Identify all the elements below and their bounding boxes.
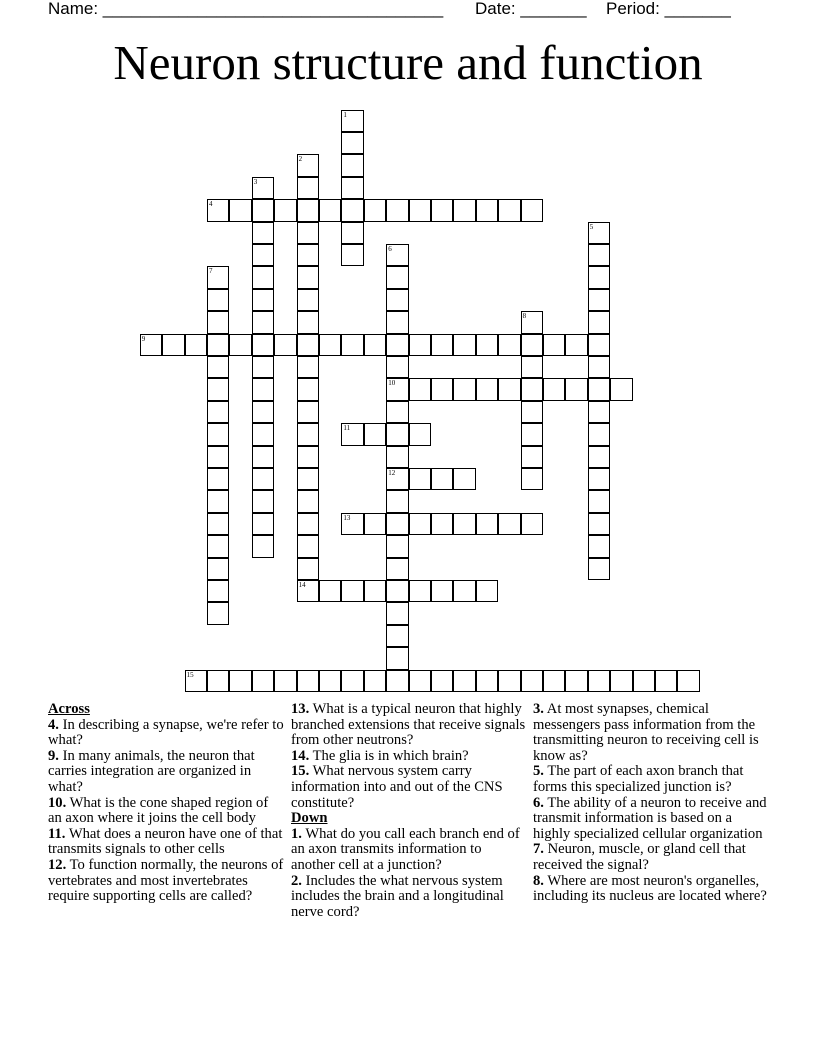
crossword-cell[interactable] xyxy=(252,468,274,490)
crossword-cell[interactable] xyxy=(610,670,632,692)
crossword-cell[interactable] xyxy=(498,670,520,692)
crossword-cell[interactable] xyxy=(588,401,610,423)
crossword-cell[interactable] xyxy=(207,266,229,288)
crossword-cell[interactable] xyxy=(409,513,431,535)
crossword-cell[interactable] xyxy=(633,670,655,692)
crossword-cell[interactable] xyxy=(453,334,475,356)
clue-number: 15 xyxy=(186,670,194,679)
crossword-cell[interactable] xyxy=(207,558,229,580)
crossword-cell[interactable] xyxy=(588,311,610,333)
crossword-cell[interactable] xyxy=(588,670,610,692)
crossword-cell[interactable] xyxy=(386,334,408,356)
crossword-cell[interactable] xyxy=(386,535,408,557)
crossword-cell[interactable] xyxy=(610,378,632,400)
crossword-cell[interactable] xyxy=(207,468,229,490)
clue-number: 14 xyxy=(298,581,306,589)
crossword-cell[interactable] xyxy=(297,378,319,400)
crossword-cell[interactable] xyxy=(297,446,319,468)
crossword-cell[interactable] xyxy=(476,334,498,356)
crossword-cell[interactable] xyxy=(386,625,408,647)
crossword-cell[interactable] xyxy=(341,177,363,199)
clue-across-12: 12. To function normally, the neurons of vertebrates and most invertebrates require supporting cells are called? xyxy=(48,856,284,905)
crossword-cell[interactable] xyxy=(297,468,319,490)
crossword-cell[interactable] xyxy=(297,670,319,692)
crossword-cell[interactable] xyxy=(229,199,251,221)
crossword-cell[interactable] xyxy=(543,670,565,692)
crossword-cell[interactable] xyxy=(207,535,229,557)
crossword-cell[interactable] xyxy=(431,513,453,535)
crossword-cell[interactable] xyxy=(476,199,498,221)
crossword-cell[interactable] xyxy=(229,670,251,692)
crossword-cell[interactable] xyxy=(229,334,251,356)
crossword-cell[interactable] xyxy=(297,311,319,333)
crossword-cell[interactable] xyxy=(252,177,274,199)
crossword-cell[interactable] xyxy=(521,334,543,356)
crossword-cell[interactable] xyxy=(453,468,475,490)
crossword-cell[interactable] xyxy=(409,423,431,445)
crossword-cell[interactable] xyxy=(207,670,229,692)
crossword-cell[interactable] xyxy=(297,289,319,311)
crossword-cell[interactable] xyxy=(341,132,363,154)
crossword-cell[interactable] xyxy=(386,580,408,602)
crossword-cell[interactable] xyxy=(341,580,363,602)
crossword-cell[interactable] xyxy=(252,334,274,356)
crossword-cell[interactable] xyxy=(386,356,408,378)
crossword-cell[interactable] xyxy=(588,244,610,266)
crossword-cell[interactable] xyxy=(274,199,296,221)
across-heading: Across xyxy=(48,701,90,717)
crossword-cell[interactable] xyxy=(431,378,453,400)
crossword-cell[interactable] xyxy=(386,423,408,445)
crossword-cell[interactable] xyxy=(207,423,229,445)
crossword-cell[interactable] xyxy=(386,513,408,535)
crossword-cell[interactable] xyxy=(386,311,408,333)
clue-across-15: 15. What nervous system carry information into and out of the CNS constitute? xyxy=(291,763,503,811)
clue-down-2: 2. Includes the what nervous system includes the brain and a longitudinal nerve cord? xyxy=(291,872,504,920)
crossword-cell[interactable] xyxy=(386,266,408,288)
crossword-cell[interactable] xyxy=(565,378,587,400)
clues-column-3 xyxy=(533,702,769,905)
crossword-cell[interactable] xyxy=(431,334,453,356)
crossword-cell[interactable] xyxy=(207,513,229,535)
crossword-cell[interactable] xyxy=(565,670,587,692)
crossword-cell[interactable] xyxy=(341,154,363,176)
crossword-cell[interactable] xyxy=(521,468,543,490)
crossword-cell[interactable] xyxy=(341,334,363,356)
crossword-cell[interactable] xyxy=(207,446,229,468)
crossword-cell[interactable] xyxy=(588,334,610,356)
crossword-cell[interactable] xyxy=(588,535,610,557)
crossword-cell[interactable] xyxy=(297,266,319,288)
crossword-cell[interactable] xyxy=(207,580,229,602)
crossword-cell[interactable] xyxy=(521,513,543,535)
crossword-cell[interactable] xyxy=(364,423,386,445)
crossword-cell[interactable] xyxy=(431,670,453,692)
crossword-cell[interactable] xyxy=(588,513,610,535)
crossword-cell[interactable] xyxy=(319,580,341,602)
crossword-cell[interactable] xyxy=(297,334,319,356)
clue-down-6: 6. The ability of a neuron to receive and transmit information is based on a highly specialized cellular organization xyxy=(533,794,767,842)
crossword-cell[interactable] xyxy=(341,222,363,244)
crossword-cell[interactable] xyxy=(341,513,363,535)
crossword-cell[interactable] xyxy=(655,670,677,692)
crossword-cell[interactable] xyxy=(319,334,341,356)
crossword-cell[interactable] xyxy=(476,580,498,602)
crossword-cell[interactable] xyxy=(476,378,498,400)
crossword-cell[interactable] xyxy=(297,154,319,176)
crossword-cell[interactable] xyxy=(386,244,408,266)
crossword-cell[interactable] xyxy=(252,670,274,692)
crossword-cell[interactable] xyxy=(386,558,408,580)
crossword-cell[interactable] xyxy=(498,513,520,535)
crossword-cell[interactable] xyxy=(498,378,520,400)
crossword-cell[interactable] xyxy=(341,110,363,132)
crossword-cell[interactable] xyxy=(476,670,498,692)
crossword-cell[interactable] xyxy=(252,199,274,221)
crossword-cell[interactable] xyxy=(364,580,386,602)
clue-across-10: 10. What is the cone shaped region of an axon where it joins the cell body xyxy=(48,794,269,827)
crossword-cell[interactable] xyxy=(588,558,610,580)
clue-number: 7 xyxy=(209,267,213,276)
clue-number: 6 xyxy=(388,245,392,253)
crossword-cell[interactable] xyxy=(341,199,363,221)
crossword-cell[interactable] xyxy=(386,378,408,400)
crossword-cell[interactable] xyxy=(521,311,543,333)
crossword-cell[interactable] xyxy=(207,378,229,400)
clue-across-11: 11. What does a neuron have one of that transmits signals to other cells xyxy=(48,825,283,858)
crossword-cell[interactable] xyxy=(453,580,475,602)
crossword-cell[interactable] xyxy=(297,244,319,266)
crossword-cell[interactable] xyxy=(409,334,431,356)
crossword-cell[interactable] xyxy=(453,199,475,221)
crossword-cell[interactable] xyxy=(521,199,543,221)
crossword-cell[interactable] xyxy=(588,446,610,468)
clue-number: 13 xyxy=(343,513,351,522)
crossword-cell[interactable] xyxy=(543,334,565,356)
crossword-cell[interactable] xyxy=(252,289,274,311)
crossword-cell[interactable] xyxy=(453,513,475,535)
down-heading: Down xyxy=(291,810,328,827)
crossword-cell[interactable] xyxy=(386,490,408,512)
clue-down-8: 8. Where are most neuron's organelles, including its nucleus are located where? xyxy=(533,872,767,905)
crossword-cell[interactable] xyxy=(207,289,229,311)
crossword-cell[interactable] xyxy=(185,334,207,356)
crossword-cell[interactable] xyxy=(297,490,319,512)
clue-number: 4 xyxy=(209,200,213,209)
crossword-cell[interactable] xyxy=(341,670,363,692)
crossword-cell[interactable] xyxy=(453,378,475,400)
crossword-cell[interactable] xyxy=(319,670,341,692)
crossword-cell[interactable] xyxy=(431,580,453,602)
clue-number: 3 xyxy=(253,177,258,186)
period-field[interactable]: Period: _______ xyxy=(606,0,731,18)
crossword-cell[interactable] xyxy=(677,670,699,692)
crossword-cell[interactable] xyxy=(274,334,296,356)
date-field[interactable]: Date: _______ xyxy=(475,0,587,18)
crossword-cell[interactable] xyxy=(409,580,431,602)
crossword-cell[interactable] xyxy=(386,468,408,490)
clue-down-5: 5. The part of each axon branch that forms this specialized junction is? xyxy=(533,763,744,795)
clue-down-1: 1. What do you call each branch end of an axon transmits information to another cell at a junction? xyxy=(291,825,520,873)
crossword-cell[interactable] xyxy=(521,356,543,378)
crossword-cell[interactable] xyxy=(588,356,610,378)
crossword-cell[interactable] xyxy=(521,423,543,445)
crossword-cell[interactable] xyxy=(386,670,408,692)
crossword-cell[interactable] xyxy=(364,670,386,692)
crossword-cell[interactable] xyxy=(207,334,229,356)
crossword-cell[interactable] xyxy=(252,244,274,266)
clue-across-14: 14. The glia is in which brain? xyxy=(291,747,469,764)
crossword-cell[interactable] xyxy=(252,356,274,378)
crossword-cell[interactable] xyxy=(521,378,543,400)
crossword-cell[interactable] xyxy=(207,311,229,333)
crossword-cell[interactable] xyxy=(252,222,274,244)
crossword-cell[interactable] xyxy=(588,490,610,512)
crossword-cell[interactable] xyxy=(207,602,229,624)
crossword-cell[interactable] xyxy=(498,334,520,356)
crossword-cell[interactable] xyxy=(386,289,408,311)
crossword-cell[interactable] xyxy=(252,513,274,535)
crossword-cell[interactable] xyxy=(521,670,543,692)
crossword-cell[interactable] xyxy=(140,334,162,356)
crossword-cell[interactable] xyxy=(364,513,386,535)
crossword-cell[interactable] xyxy=(588,423,610,445)
crossword-cell[interactable] xyxy=(409,670,431,692)
crossword-cell[interactable] xyxy=(431,199,453,221)
clues-column-1 xyxy=(48,702,284,905)
crossword-cell[interactable] xyxy=(252,378,274,400)
crossword-cell[interactable] xyxy=(409,378,431,400)
crossword-cell[interactable] xyxy=(341,244,363,266)
page-title: Neuron structure and function xyxy=(113,35,703,90)
crossword-cell[interactable] xyxy=(431,468,453,490)
crossword-cell[interactable] xyxy=(565,334,587,356)
crossword-cell[interactable] xyxy=(386,401,408,423)
clues-column-2 xyxy=(291,702,527,920)
crossword-cell[interactable] xyxy=(588,468,610,490)
crossword-cell[interactable] xyxy=(297,356,319,378)
crossword-cell[interactable] xyxy=(207,356,229,378)
crossword-cell[interactable] xyxy=(409,199,431,221)
clue-across-13: 13. What is a typical neuron that highly branched extensions that receive signals from other neutrons? xyxy=(291,701,526,749)
crossword-cell[interactable] xyxy=(386,199,408,221)
crossword-cell[interactable] xyxy=(341,423,363,445)
crossword-cell[interactable] xyxy=(453,670,475,692)
crossword-cell[interactable] xyxy=(162,334,184,356)
crossword-cell[interactable] xyxy=(588,222,610,244)
crossword-cell[interactable] xyxy=(252,266,274,288)
crossword-cell[interactable] xyxy=(588,378,610,400)
crossword-cell[interactable] xyxy=(588,289,610,311)
clue-number: 8 xyxy=(522,312,527,321)
crossword-cell[interactable] xyxy=(252,423,274,445)
crossword-cell[interactable] xyxy=(252,446,274,468)
clue-number: 10 xyxy=(388,379,396,388)
clue-number: 2 xyxy=(298,155,303,164)
crossword-cell[interactable] xyxy=(297,558,319,580)
crossword-cell[interactable] xyxy=(297,177,319,199)
crossword-cell[interactable] xyxy=(274,670,296,692)
name-field[interactable]: Name: ____________________________________ xyxy=(48,0,444,18)
clue-number: 11 xyxy=(343,424,351,433)
crossword-cell[interactable] xyxy=(252,535,274,557)
crossword-cell[interactable] xyxy=(386,647,408,669)
crossword-cell[interactable] xyxy=(297,222,319,244)
crossword-cell[interactable] xyxy=(207,401,229,423)
clue-down-3: 3. At most synapses, chemical messengers pass information from the transmitting neuron to receiving cell is know as? xyxy=(533,701,759,764)
clue-across-4: 4. In describing a synapse, we're refer to what? xyxy=(48,716,284,749)
crossword-cell[interactable] xyxy=(207,490,229,512)
crossword-cell[interactable] xyxy=(588,266,610,288)
crossword-cell[interactable] xyxy=(207,199,229,221)
crossword-cell[interactable] xyxy=(521,446,543,468)
crossword-cell[interactable] xyxy=(364,334,386,356)
crossword-cell[interactable] xyxy=(498,199,520,221)
clue-number: 1 xyxy=(343,110,347,119)
crossword-cell[interactable] xyxy=(319,199,341,221)
crossword-cell[interactable] xyxy=(386,602,408,624)
crossword-cell[interactable] xyxy=(252,490,274,512)
crossword-cell[interactable] xyxy=(297,513,319,535)
crossword-cell[interactable] xyxy=(364,199,386,221)
crossword-cell[interactable] xyxy=(386,446,408,468)
crossword-cell[interactable] xyxy=(297,423,319,445)
clue-down-7: 7. Neuron, muscle, or gland cell that received the signal? xyxy=(533,841,746,873)
clue-across-9: 9. In many animals, the neuron that carries integration are organized in what? xyxy=(48,747,255,795)
clue-number: 5 xyxy=(589,222,594,231)
clue-number: 12 xyxy=(388,469,396,477)
clue-number: 9 xyxy=(141,334,146,343)
crossword-cell[interactable] xyxy=(297,199,319,221)
crossword-cell[interactable] xyxy=(297,580,319,602)
crossword-cell[interactable] xyxy=(297,401,319,423)
crossword-cell[interactable] xyxy=(252,401,274,423)
crossword-cell[interactable] xyxy=(252,311,274,333)
crossword-cell[interactable] xyxy=(409,468,431,490)
crossword-cell[interactable] xyxy=(543,378,565,400)
crossword-cell[interactable] xyxy=(476,513,498,535)
crossword-cell[interactable] xyxy=(521,401,543,423)
crossword-cell[interactable] xyxy=(297,535,319,557)
crossword-cell[interactable] xyxy=(185,670,207,692)
